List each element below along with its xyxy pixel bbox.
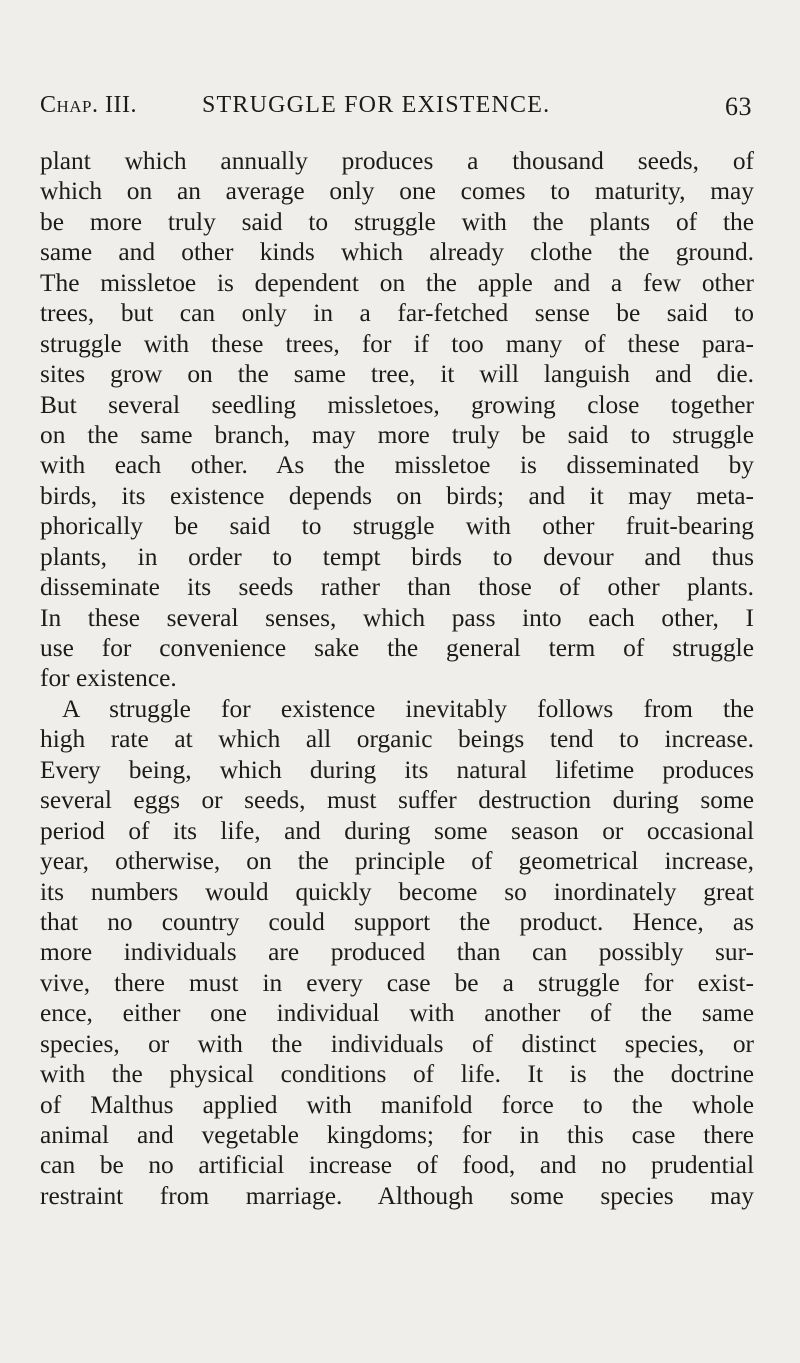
text-line: be more truly said to struggle with the plants of the (40, 207, 754, 236)
text-line: plant which annually produces a thousand seeds, of (40, 147, 754, 175)
text-line: The missletoe is dependent on the apple and a few other (40, 268, 754, 297)
text-line: with each other. As the missletoe is disseminated by (40, 451, 754, 480)
text-line: But several seedling missletoes, growing close together (40, 390, 754, 419)
text-line: same and other kinds which already clothe the ground. (40, 238, 754, 267)
text-line: with the physical conditions of life. It is the doctrine (40, 1060, 754, 1089)
chapter-title: STRUGGLE FOR EXISTENCE. (202, 92, 551, 118)
text-line: species, or with the individuals of distinct species, or (40, 1029, 754, 1058)
text-line: ence, either one individual with another of the same (40, 999, 754, 1028)
text-line: on the same branch, may more truly be said to struggle (40, 420, 754, 449)
text-line: more individuals are produced than can possibly sur- (40, 938, 754, 967)
text-line: year, otherwise, on the principle of geometrical increase, (40, 847, 754, 876)
text-line: trees, but can only in a far-fetched sense be said to (40, 299, 754, 328)
body-text (40, 146, 754, 1211)
text-line: several eggs or seeds, must suffer destruction during some (40, 786, 754, 815)
text-line-paragraph-start: A struggle for existence inevitably follows from the (62, 694, 754, 723)
text-line: period of its life, and during some season or occasional (40, 816, 754, 845)
text-line: of Malthus applied with manifold force to the whole (40, 1090, 754, 1119)
text-line: plants, in order to tempt birds to devour and thus (40, 542, 754, 571)
running-head (40, 92, 752, 124)
text-line: disseminate its seeds rather than those of other plants. (40, 573, 754, 602)
text-line: animal and vegetable kingdoms; for in this case there (40, 1121, 754, 1149)
text-line: sites grow on the same tree, it will languish and die. (40, 360, 754, 389)
text-line: its numbers would quickly become so inordinately great (40, 877, 754, 906)
text-line: can be no artificial increase of food, and no prudential (40, 1151, 754, 1180)
text-line: restraint from marriage. Although some species may (40, 1181, 754, 1210)
page-number: 63 (725, 92, 752, 121)
text-line: use for convenience sake the general term of struggle (40, 634, 754, 662)
text-line: Every being, which during its natural lifetime produces (40, 755, 754, 784)
text-line: vive, there must in every case be a struggle for exist- (40, 968, 754, 997)
text-line: struggle with these trees, for if too many of these para- (40, 329, 754, 358)
text-line: phorically be said to struggle with other fruit-bearing (40, 512, 754, 541)
text-line-paragraph-end: for existence. (40, 664, 177, 693)
text-line: high rate at which all organic beings tend to increase. (40, 725, 754, 754)
text-line: that no country could support the product. Hence, as (40, 907, 754, 936)
text-line: which on an average only one comes to maturity, may (40, 177, 754, 206)
chapter-label: Chap. III. (40, 92, 137, 118)
text-line: In these several senses, which pass into each other, I (40, 603, 754, 632)
text-line: birds, its existence depends on birds; and it may meta- (40, 481, 754, 510)
